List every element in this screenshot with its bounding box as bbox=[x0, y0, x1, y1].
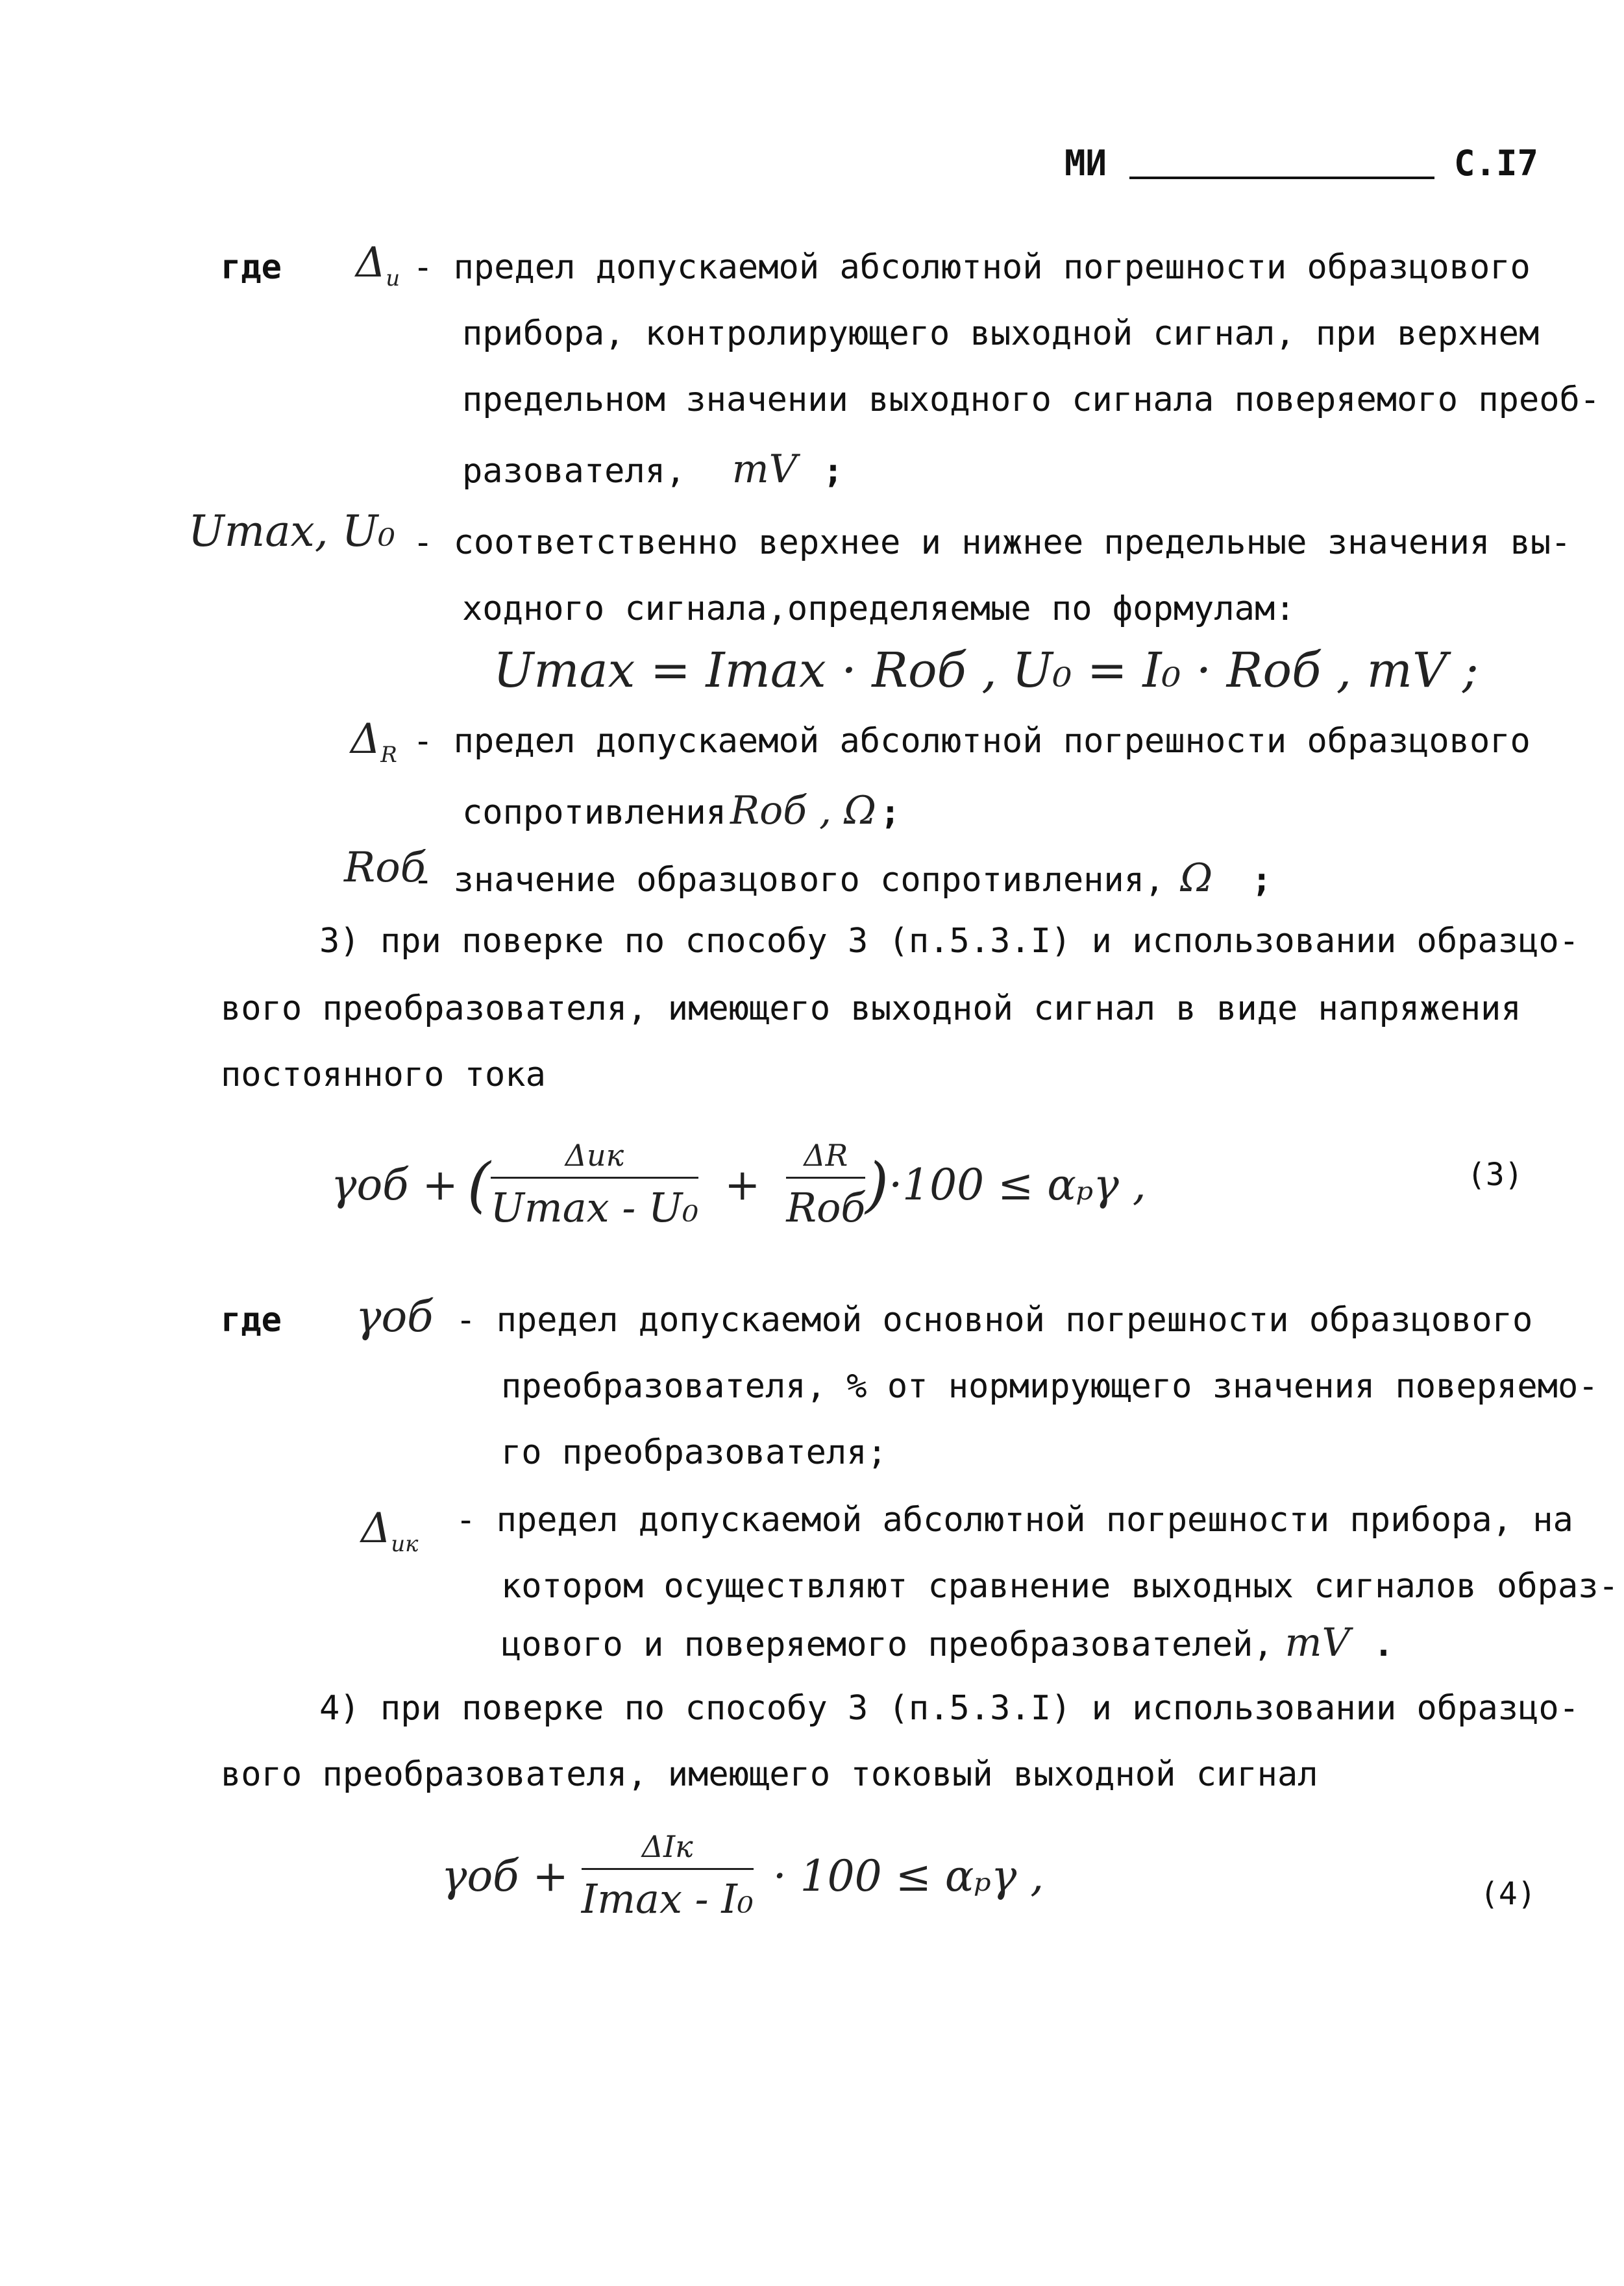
where-label-1: где bbox=[221, 248, 282, 287]
item4-line1: 4) при поверке по способу 3 (п.5.3.I) и использовании образцо- bbox=[319, 1689, 1580, 1728]
formula4-gamma: γоб + bbox=[441, 1850, 569, 1901]
def-gamma-line2: преобразователя, % от нормирующего значения поверяемо- bbox=[501, 1367, 1599, 1406]
def-delta-u-line4: разователя, mV ; bbox=[462, 447, 844, 492]
def-delta-uk-line3: цового и поверяемого преобразователей, mV . bbox=[501, 1620, 1394, 1665]
unit-mv: mV bbox=[732, 447, 797, 492]
equation-number-3: (3) bbox=[1467, 1157, 1523, 1193]
formula3-tail: ·100 ≤ αₚγ , bbox=[889, 1159, 1146, 1210]
def-gamma-line3: го преобразователя; bbox=[501, 1433, 887, 1472]
formula4-tail: · 100 ≤ αₚγ , bbox=[772, 1850, 1044, 1901]
delta-uk-symbol: $\Delta_{uк}$ bbox=[361, 1505, 419, 1557]
doc-code: МИ bbox=[1064, 143, 1107, 184]
gamma-ob-symbol: γоб bbox=[356, 1292, 434, 1342]
item3-line3: постоянного тока bbox=[221, 1055, 546, 1094]
def-umax-line1: - соответственно верхнее и нижнее предельные значения вы- bbox=[413, 523, 1571, 562]
doc-number-blank bbox=[1129, 177, 1434, 179]
umax-u0-symbol: Umax, U₀ bbox=[188, 506, 395, 556]
item4-line2: вого преобразователя, имеющего токовый выходной сигнал bbox=[221, 1755, 1318, 1794]
item3-line1: 3) при поверке по способу 3 (п.5.3.I) и использовании образцо- bbox=[319, 922, 1580, 961]
formula3-fraction1: $\frac{\text{Δuк}}{\text{Umax - U₀}}$ bbox=[490, 1138, 699, 1231]
def-delta-r-line2: сопротивления Rоб , Ω ; bbox=[462, 788, 901, 833]
formula-umax-u0: Umax = Imax · Rоб , U₀ = I₀ · Rоб , mV ; bbox=[493, 643, 1479, 698]
def-umax-line2: ходного сигнала,определяемые по формулам: bbox=[462, 589, 1296, 628]
where-label-2: где bbox=[221, 1301, 282, 1340]
equation-number-4: (4) bbox=[1480, 1876, 1536, 1912]
def-delta-uk-line2: котором осуществляют сравнение выходных сигналов образ- bbox=[501, 1567, 1619, 1606]
delta-u-symbol: $\Delta_u$ bbox=[356, 239, 400, 291]
formula3-fraction2: $\frac{\Delta R}{\text{Rоб}}$ bbox=[786, 1138, 866, 1231]
item3-line2: вого преобразователя, имеющего выходной сигнал в виде напряжения bbox=[221, 989, 1521, 1028]
page-number: С.I7 bbox=[1454, 143, 1539, 184]
rob-symbol: Rоб bbox=[344, 844, 426, 892]
formula-3: γоб + ( $\frac{\text{Δuк}}{\text{Umax - U₀}}$ + $\frac{\Delta R}{\text{Rоб}}$ ) ·100 ≤ αₚγ , bbox=[331, 1138, 1146, 1231]
def-delta-u-line3: предельном значении выходного сигнала поверяемого преоб- bbox=[462, 380, 1601, 419]
formula3-gamma: γоб + bbox=[331, 1159, 458, 1210]
delta-r-symbol: $\Delta_R$ bbox=[351, 715, 397, 768]
formula4-fraction: $\frac{\text{ΔIк}}{\text{Imax - I₀}}$ bbox=[581, 1829, 754, 1923]
def-delta-u-line1: - предел допускаемой абсолютной погрешности образцового bbox=[413, 248, 1531, 287]
formula-4 bbox=[441, 1811, 1044, 1941]
def-rob: - значение образцового сопротивления, Ω ; bbox=[413, 855, 1272, 901]
def-delta-u-line2: прибора, контролирующего выходной сигнал, при верхнем bbox=[462, 314, 1540, 353]
def-delta-r-line1: - предел допускаемой абсолютной погрешности образцового bbox=[413, 722, 1531, 761]
def-delta-uk-line1: - предел допускаемой абсолютной погрешности прибора, на bbox=[456, 1501, 1573, 1540]
def-gamma-line1: - предел допускаемой основной погрешности образцового bbox=[456, 1301, 1533, 1340]
